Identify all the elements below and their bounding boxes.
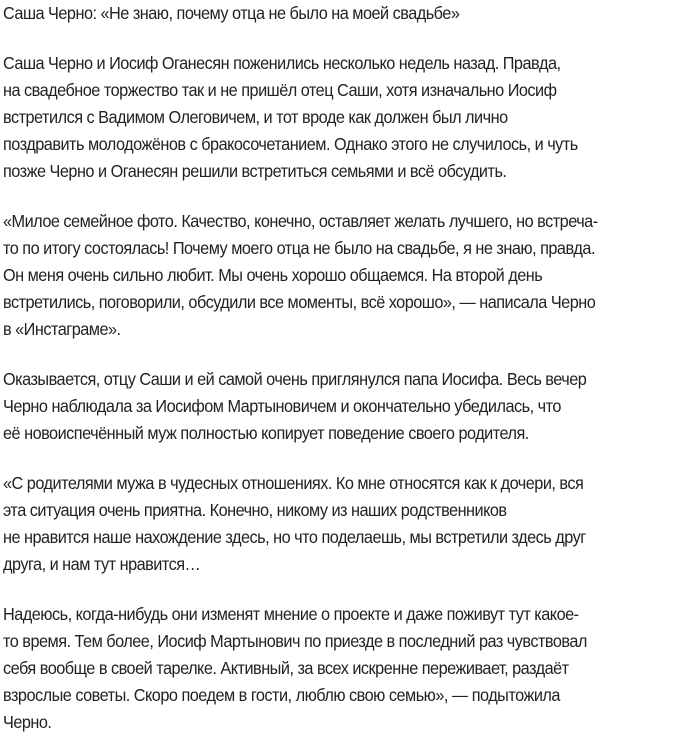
paragraph-line: в «Инстаграме». [3,319,121,339]
paragraph-line: поздравить молодожёнов с бракосочетанием. Однако этого не случилось, и чуть [3,134,578,154]
paragraph-line: встретились, поговорили, обсудили все моменты, всё хорошо», — написала Черно [3,292,596,312]
paragraph-line: Черно наблюдала за Иосифом Мартыновичем и окончательно убедилась, что [3,396,561,416]
paragraph-line: встретился с Вадимом Олеговичем, и тот вроде как должен был лично [3,107,508,127]
paragraph-line: взрослые советы. Скоро поедем в гости, люблю свою семью», — подытожила [3,685,560,705]
paragraph-line: позже Черно и Оганесян решили встретиться семьями и всё обсудить. [3,161,507,181]
paragraph-1 [3,50,699,185]
paragraph-4-quote [3,470,699,578]
paragraph-line: «Милое семейное фото. Качество, конечно, оставляет желать лучшего, но встреча- [3,211,598,231]
article-title: Саша Черно: «Не знаю, почему отца не было на моей свадьбе» [3,3,460,23]
paragraph-line: «С родителями мужа в чудесных отношениях. Ко мне относятся как к дочери, вся [3,473,584,493]
paragraph-line: то по итогу состоялась! Почему моего отца не было на свадьбе, я не знаю, правда. [3,238,595,258]
paragraph-line: эта ситуация очень приятна. Конечно, никому из наших родственников [3,500,507,520]
paragraph-line: её новоиспечённый муж полностью копирует поведение своего родителя. [3,423,529,443]
paragraph-2-quote [3,208,699,343]
paragraph-line: друга, и нам тут нравится… [3,554,201,574]
paragraph-line: Он меня очень сильно любит. Мы очень хорошо общаемся. На второй день [3,265,543,285]
paragraph-line: не нравится наше нахождение здесь, но что поделаешь, мы встретили здесь друг [3,527,586,547]
paragraph-line: Саша Черно и Иосиф Оганесян поженились несколько недель назад. Правда, [3,53,561,73]
paragraph-line: Черно. [3,712,52,732]
paragraph-line: на свадебное торжество так и не пришёл отец Саши, хотя изначально Иосиф [3,80,557,100]
paragraph-line: себя вообще в своей тарелке. Активный, за всех искренне переживает, раздаёт [3,658,569,678]
paragraph-3 [3,366,699,447]
paragraph-line: то время. Тем более, Иосиф Мартынович по приезде в последний раз чувствовал [3,631,587,651]
paragraph-line: Оказывается, отцу Саши и ей самой очень приглянулся папа Иосифа. Весь вечер [3,369,587,389]
paragraph-line: Надеюсь, когда-нибудь они изменят мнение о проекте и даже поживут тут какое- [3,604,579,624]
paragraph-5-quote [3,601,699,736]
